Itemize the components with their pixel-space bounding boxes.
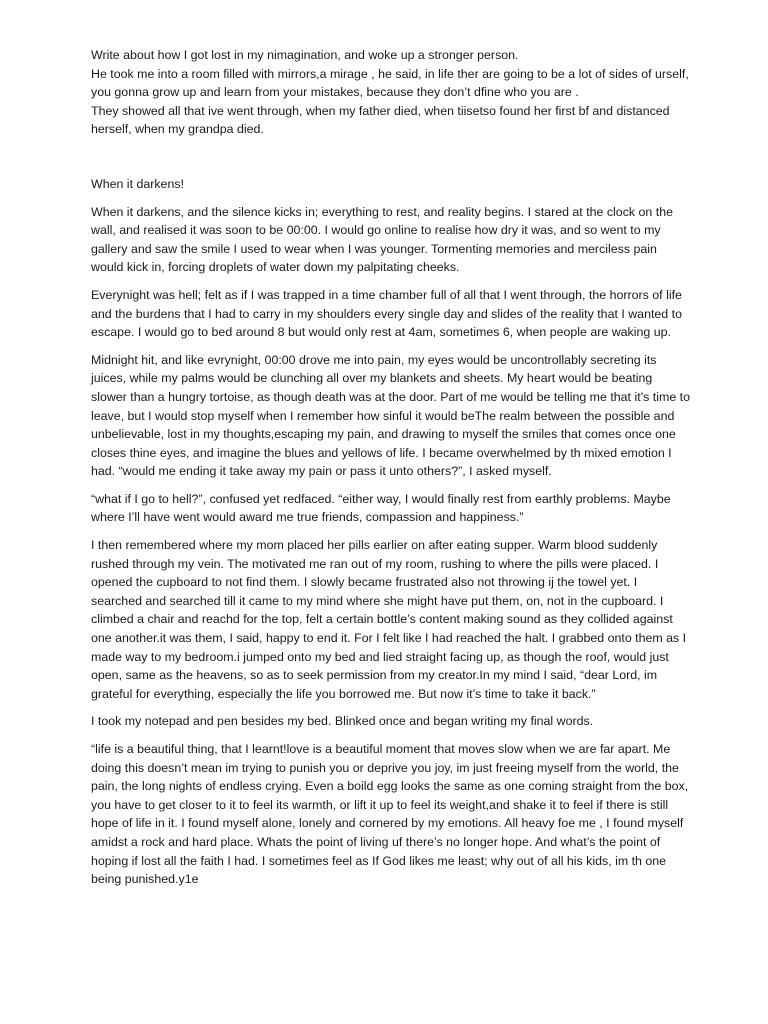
body-paragraph: When it darkens, and the silence kicks in; everything to rest, and reality begins. I stared at the clock on the wall, and realised it was soon to be 00:00. I would go online to realise how dry it was, and so went to my gallery and saw the smile I used to wear when I was younger. Tormenting memories and merciless pain would kick in, forcing droplets of water down my palpitating cheeks.: [91, 204, 673, 275]
body-paragraph: “life is a beautiful thing, that I learnt!love is a beautiful moment that moves slow when we are far apart. Me doing this doesn’t mean im trying to punish you or deprive you joy, im just freeing myself from the world, the pain, the long nights of endless crying. Even a boild egg looks the same as one coming straight from the box, you have to get closer to it to feel its warmth, or lift it up to feel its weight,and shake it to feel if there is still hope of life in it. I found myself alone, lonely and cornered by my emotions. All heavy foe me , I found myself amidst a rock and hard place. Whats the point of living uf there’s no longer hope. And what’s the point of hoping if lost all the faith I had. I sometimes feel as If God likes me least; why out of all his kids, im th one being punished.y1e: [91, 742, 689, 887]
body-paragraph: I then remembered where my mom placed her pills earlier on after eating supper. Warm blood suddenly rushed through my vein. The motivated me ran out of my room, rushing to where the pills were placed. I opened the cupboard to not find them. I slowly became frustrated also not throwing ij the towel yet. I searched and searched till it came to my mind where she might have put them, on, not in the cupboard. I climbed a chair and reachd for the top, felt a certain bottle’s content making sound as they collided against one another.it was them, I said, happy to end it. For I felt like I had reached the halt. I grabbed onto them as I made way to my bedroom.i jumped onto my bed and lied straight facing up, as though the roof, would just open, same as the heavens, so as to seek permission from my creator.In my mind I said, “dear Lord, im grateful for everything, especially the life you borrowed me. But now it’s time to take it back.”: [91, 538, 687, 701]
document-page: [91, 46, 691, 898]
section-heading: When it darkens!: [91, 176, 184, 191]
body-paragraph: Midnight hit, and like evrynight, 00:00 drove me into pain, my eyes would be uncontrollably secreting its juices, while my palms would be clunching all over my blankets and sheets. My heart would be beating slower than a hungry tortoise, as though death was at the door. Part of me would be telling me that it’s time to leave, but I would stop myself when I remember how sinful it would beThe realm between the possible and unbelievable, lost in my thoughts,escaping my pain, and drawing to myself the smiles that comes once one closes thine eyes, and imagine the blues and yellows of life. I became overwhelmed by th mixed emotion I had. “would me ending it take away my pain or pass it unto others?”, I asked myself.: [91, 352, 690, 479]
intro-block: [91, 46, 691, 139]
intro-line: He took me into a room filled with mirrors,a mirage , he said, in life ther are going to be a lot of sides of urself, you gonna grow up and learn from your mistakes, because they don’t dfine who you are .: [91, 66, 689, 100]
body-paragraph: “what if I go to hell?”, confused yet redfaced. “either way, I would finally rest from earthly problems. Maybe where I’ll have went would award me true friends, compassion and happiness.”: [91, 491, 671, 525]
intro-line: Write about how I got lost in my nimagination, and woke up a stronger person.: [91, 48, 519, 62]
intro-line: They showed all that ive went through, when my father died, when tiisetso found her first bf and distanced herself, when my grandpa died.: [91, 103, 670, 137]
body-paragraph: Everynight was hell; felt as if I was trapped in a time chamber full of all that I went through, the horrors of life and the burdens that I had to carry in my shoulders every single day and slides of the reality that I wanted to escape. I would go to bed around 8 but would only rest at 4am, sometimes 6, when people are waking up.: [91, 287, 682, 340]
body-paragraph: I took my notepad and pen besides my bed. Blinked once and began writing my final words.: [91, 714, 594, 729]
